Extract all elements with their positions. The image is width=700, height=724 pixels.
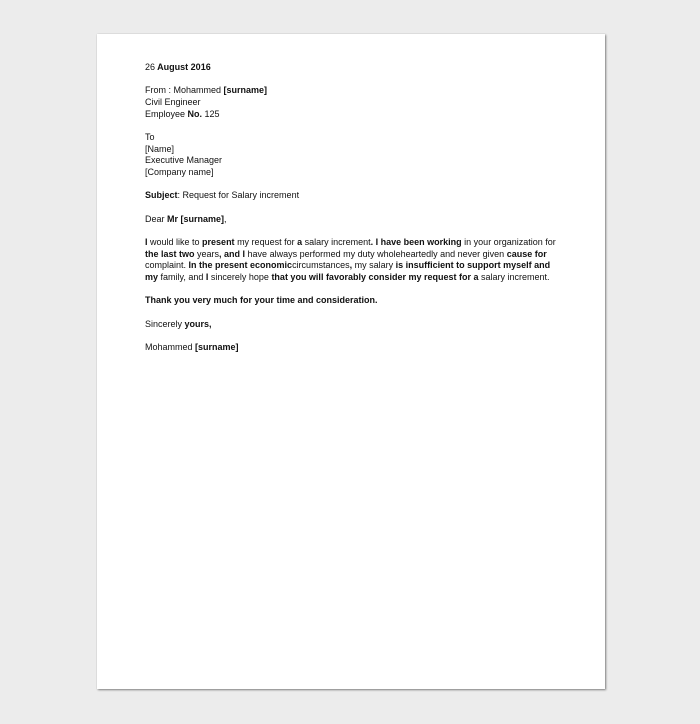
closing-prefix: Sincerely xyxy=(145,318,185,329)
body-seg: circumstances xyxy=(292,260,350,271)
body-seg: complaint. xyxy=(145,260,189,271)
thanks-text: Thank you very much for your time and consideration. xyxy=(145,295,378,306)
body-seg: salary increment. xyxy=(478,272,550,283)
body-seg: family, and xyxy=(158,272,206,283)
to-name: [Name] xyxy=(145,143,175,154)
body-seg: my salary xyxy=(352,260,396,271)
body-seg: is insufficient to support myself and my xyxy=(145,260,551,283)
salutation-suffix: , xyxy=(224,213,227,224)
salutation-prefix: Dear xyxy=(145,213,168,224)
closing xyxy=(145,319,557,331)
body-seg: my request for xyxy=(234,237,298,247)
body-seg: , xyxy=(349,260,353,271)
body-seg: have always performed my duty wholeheartedly and never given xyxy=(245,248,507,259)
signature-surname: [surname] xyxy=(195,342,239,352)
subject-label: Subject xyxy=(145,190,178,201)
body-seg: present xyxy=(202,237,235,247)
body-seg: , and I xyxy=(219,248,246,259)
signature xyxy=(145,342,557,354)
body-seg: salary increment xyxy=(302,237,371,247)
signature-name: Mohammed xyxy=(145,342,196,352)
salutation-name: Mr [surname] xyxy=(167,213,225,224)
to-company: [Company name] xyxy=(145,167,214,178)
employee-no-value: 125 xyxy=(202,108,220,119)
letter-page xyxy=(97,34,605,689)
body-seg: sincerely hope xyxy=(208,272,272,283)
body-seg: In the present economic xyxy=(188,260,293,271)
body-paragraph xyxy=(145,237,557,284)
from-prefix: From : Mohammed xyxy=(145,85,224,96)
from-title: Civil Engineer xyxy=(145,97,201,107)
subject-text: : Request for Salary increment xyxy=(177,190,300,201)
body-seg: . I have been working xyxy=(370,237,462,247)
to-position: Executive Manager xyxy=(145,155,223,166)
body-seg: the last two xyxy=(145,248,195,259)
employee-number xyxy=(145,109,557,121)
from-line xyxy=(145,85,557,97)
body-seg: years xyxy=(194,248,220,259)
employee-prefix: Employee xyxy=(145,108,188,119)
date-month-year: August 2016 xyxy=(155,62,211,72)
salutation xyxy=(145,214,557,226)
from-surname: [surname] xyxy=(223,85,268,96)
employee-no-label: No. xyxy=(187,108,203,119)
subject-line xyxy=(145,190,557,202)
body-seg: would like to xyxy=(147,237,203,247)
to-label: To xyxy=(145,132,155,142)
letter-date xyxy=(145,62,557,74)
closing-word: yours, xyxy=(184,318,212,329)
body-seg: in your organization for xyxy=(461,237,556,247)
letter-content xyxy=(145,62,557,354)
body-seg: I xyxy=(205,272,209,283)
body-seg: that you will favorably consider my request for a xyxy=(271,272,479,283)
body-seg: a xyxy=(297,237,303,247)
thanks-line xyxy=(145,295,557,307)
body-seg: I xyxy=(145,237,148,247)
date-day: 26 xyxy=(145,62,156,72)
body-seg: cause for xyxy=(506,248,547,259)
